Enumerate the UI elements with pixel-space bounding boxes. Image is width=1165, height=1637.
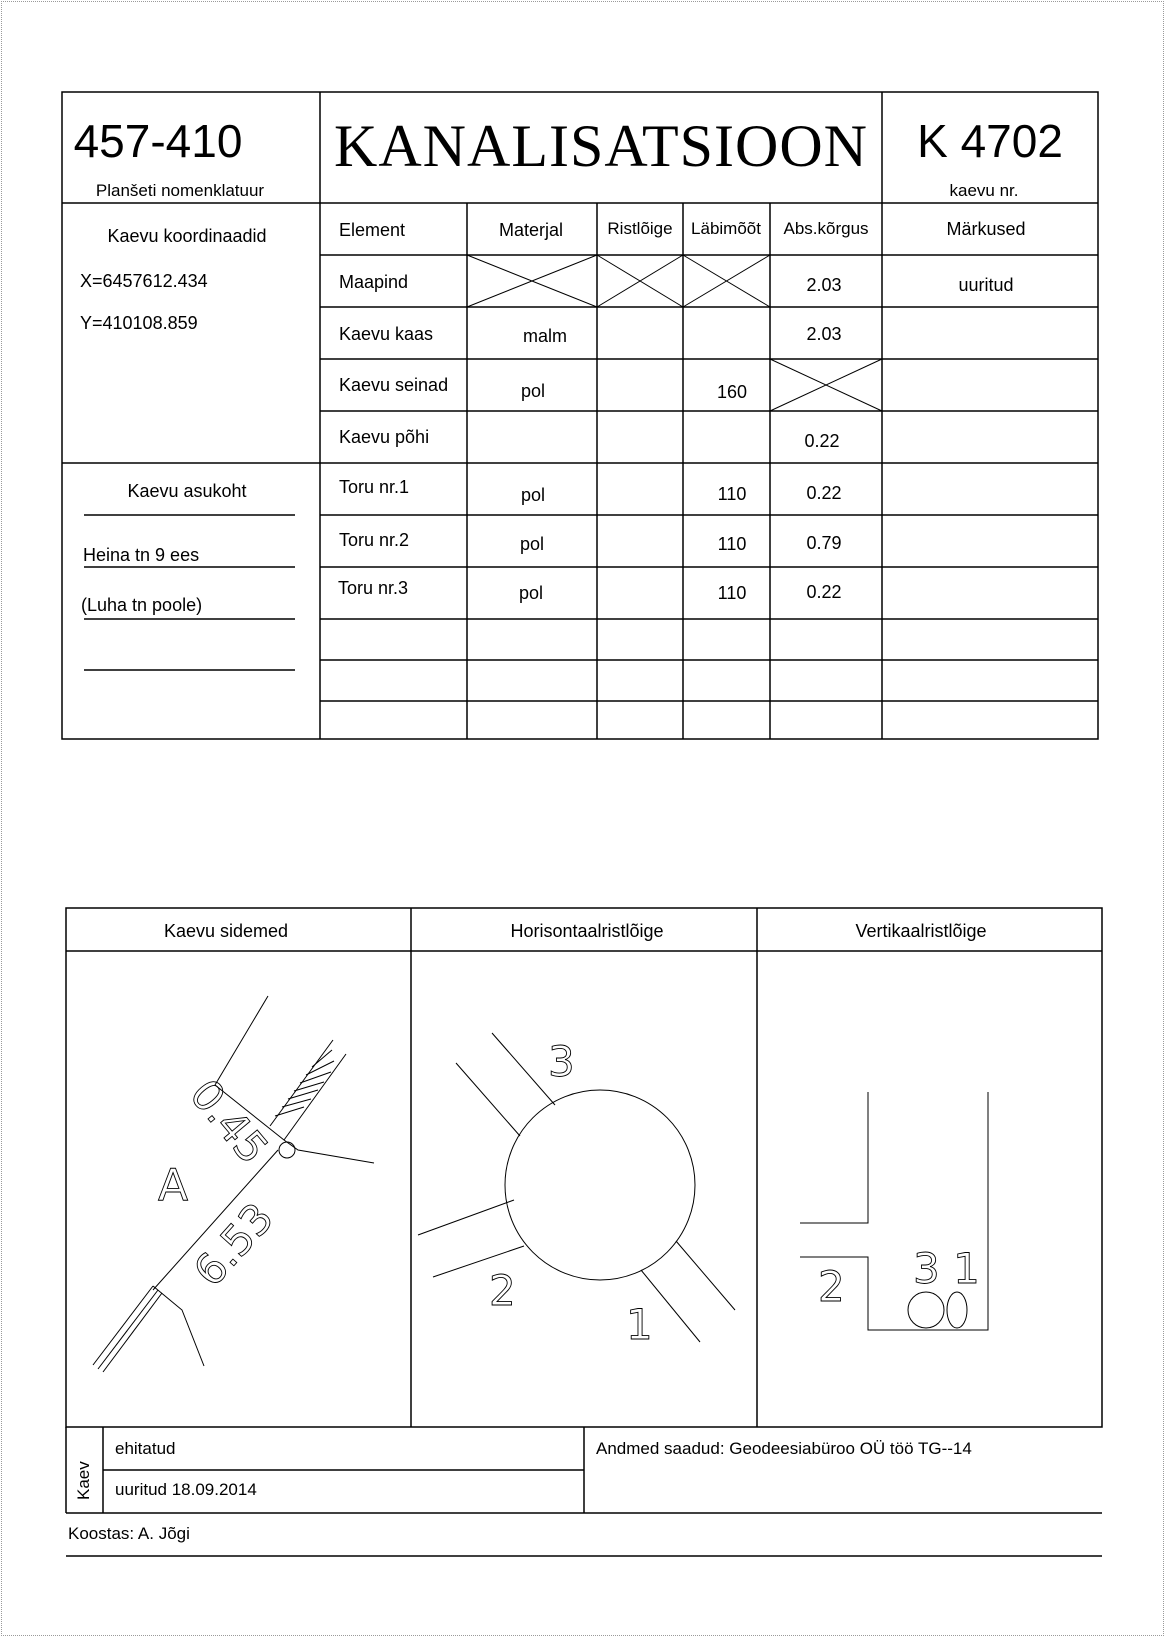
well-number-label: kaevu nr. [949, 181, 1019, 200]
horizontal-section-sketch [418, 1033, 735, 1342]
nomenclature-label: Planšeti nomenklatuur [95, 181, 265, 200]
col-header-abs: Abs.kõrgus [783, 219, 869, 238]
sketch-label-a: A [158, 1160, 189, 1211]
table-row-labimoot: 110 [717, 583, 747, 603]
table-row-element: Toru nr.1 [339, 477, 410, 497]
panel-title-vertical: Vertikaalristlõige [855, 921, 987, 941]
well-number: K 4702 [917, 115, 1063, 167]
coordinate-x: X=6457612.434 [80, 271, 208, 291]
surveyed-date: uuritud 18.09.2014 [115, 1480, 257, 1499]
table-row-element: Toru nr.3 [338, 578, 409, 598]
table-row-element: Kaevu seinad [339, 375, 449, 395]
pipe-label-2: 2 [489, 1266, 516, 1315]
table-row-markused: uuritud [958, 275, 1014, 295]
table-row-materjal: pol [520, 381, 546, 401]
sketch-dist-045: 0.45 [180, 1069, 278, 1174]
table-row-element: Maapind [339, 272, 409, 292]
table-row-materjal: pol [520, 485, 546, 505]
built-label: ehitatud [115, 1439, 176, 1458]
col-header-element: Element [339, 220, 406, 240]
table-row-abs: 0.22 [804, 431, 840, 451]
table-row-abs: 0.79 [806, 533, 842, 553]
data-source: Andmed saadud: Geodeesiabüroo OÜ töö TG--14 [596, 1439, 972, 1458]
kaev-label: Kaev [74, 1461, 93, 1500]
table-row-labimoot: 110 [717, 484, 747, 504]
table-row-element: Toru nr.2 [339, 530, 410, 550]
col-header-materjal: Materjal [498, 220, 564, 240]
panel-title-ties: Kaevu sidemed [163, 921, 289, 941]
coordinate-y: Y=410108.859 [80, 313, 198, 333]
location-line-1: Heina tn 9 ees [83, 545, 200, 565]
location-label: Kaevu asukoht [127, 481, 247, 501]
table-row-labimoot: 160 [716, 382, 748, 402]
col-header-ristloige: Ristlõige [607, 219, 673, 238]
table-row-materjal: malm [523, 326, 567, 346]
location-line-2: (Luha tn poole) [81, 595, 203, 615]
table-row-abs: 0.22 [806, 483, 842, 503]
page-title: KANALISATSIOON [334, 113, 868, 179]
coordinates-label: Kaevu koordinaadid [107, 226, 267, 246]
table-row-abs: 2.03 [806, 275, 842, 295]
author: Koostas: A. Jõgi [68, 1524, 190, 1543]
col-header-labimoot: Läbimõõt [691, 219, 761, 238]
sketch-dist-653: 6.53 [184, 1193, 284, 1296]
ties-sketch [93, 996, 374, 1372]
panel-title-horizontal: Horisontaalristlõige [510, 921, 664, 941]
table-row-abs: 0.22 [806, 582, 842, 602]
table-row-element: Kaevu kaas [339, 324, 434, 344]
pipe-label-1: 1 [626, 1300, 653, 1349]
vert-label-2: 2 [818, 1262, 845, 1311]
table-row-labimoot: 110 [717, 534, 747, 554]
table-row-materjal: pol [518, 583, 544, 603]
pipe-label-3: 3 [548, 1037, 575, 1086]
table-row-abs: 2.03 [806, 324, 842, 344]
table-row-element: Kaevu põhi [339, 427, 430, 447]
nomenclature-value: 457-410 [73, 115, 243, 167]
col-header-markused: Märkused [946, 219, 1026, 239]
vert-label-31: 3 1 [913, 1244, 980, 1293]
table-row-materjal: pol [519, 534, 545, 554]
